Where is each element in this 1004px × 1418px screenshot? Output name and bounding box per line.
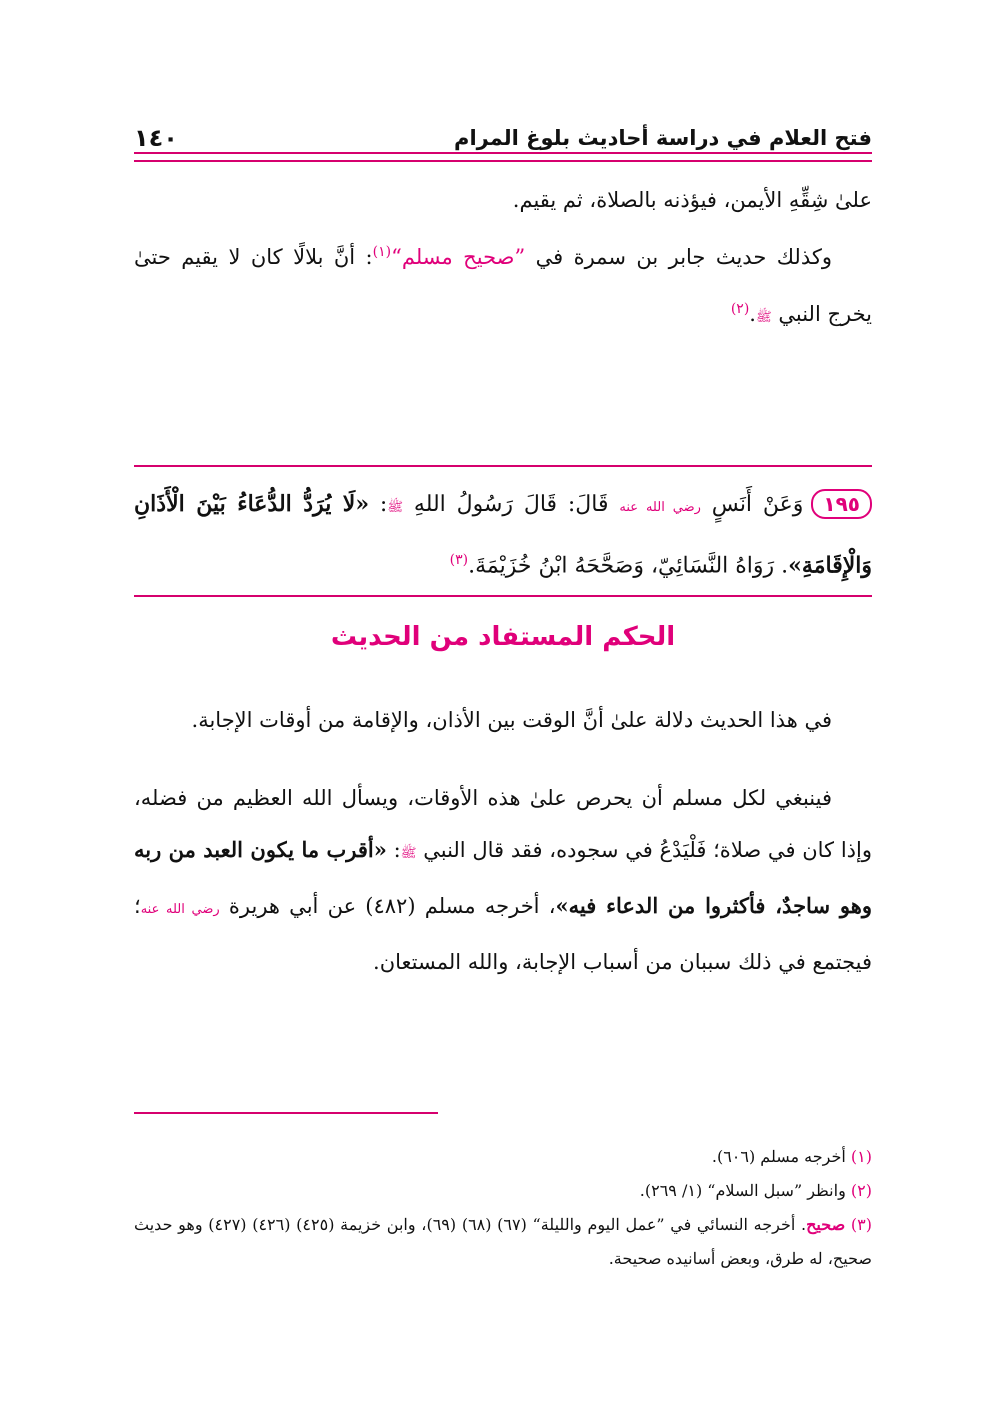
anhu-icon: رضي الله عنه: [140, 902, 220, 917]
hadith-text: «لَا يُرَدُّ الدُّعَاءُ بَيْنَ الْأَذَانِ وَالْإِقَامَةِ»: [134, 491, 872, 579]
footnotes: [134, 1140, 872, 1276]
book-page: [134, 0, 872, 1418]
salutation-icon: ﷺ: [387, 500, 404, 515]
running-title: فتح العلام في دراسة أحاديث بلوغ المرام: [454, 126, 872, 150]
hadith-number: ١٩٥: [811, 489, 872, 519]
body-paragraph-1: في هذا الحديث دلالة علىٰ أنَّ الوقت بين الأذان، والإقامة من أوقات الإجابة.: [191, 708, 832, 732]
footnote-rule: [134, 1112, 438, 1114]
intro-line: علىٰ شِقِّهِ الأيمن، فيؤذنه بالصلاة، ثم يقيم.: [512, 188, 872, 212]
anhu-icon: رضي الله عنه: [619, 500, 701, 515]
intro-paragraph: وكذلك حديث جابر بن سمرة في ”صحيح مسلم“$^{(١)}$: أنَّ بلالًا كان لا يقيم حتىٰ يخرج النبي ﷺ.$^{(٢)}$: [134, 244, 872, 326]
section-title: الحكم المستفاد من الحديث: [330, 622, 676, 652]
footnote-ref-1: (١): [372, 244, 392, 260]
body-paragraph-2: فينبغي لكل مسلم أن يحرص علىٰ هذه الأوقات، ويسأل الله العظيم من فضله، وإذا كان في صلاة؛ فَلْيَدْعُ في سجوده، فقد قال النبي ﷺ: «أقرب ما يكون العبد من ربه وهو ساجدٌ، فأكثروا من الدعاء فيه»، أخرجه مسلم (٤٨٢) عن أبي هريرة رضي الله عنه؛ فيجتمع في ذلك سببان من أسباب الإجابة، والله المستعان.: [134, 786, 872, 974]
hadith-top-rule: [134, 465, 872, 467]
quoted-hadith: «أقرب ما يكون العبد من ربه وهو ساجدٌ، فأكثروا من الدعاء فيه»: [134, 837, 872, 918]
page-number: ١٤٠: [134, 124, 178, 152]
salutation-icon: ﷺ: [400, 846, 417, 861]
hadith-bottom-rule: [134, 595, 872, 597]
page-header: [134, 116, 872, 156]
header-rule: [134, 152, 872, 162]
hadith-block: ١٩٥وَعَنْ أَنَسٍ رضي الله عنه قَالَ: قَالَ رَسُولُ اللهِ ﷺ: «لَا يُرَدُّ الدُّعَاءُ بَيْنَ الْأَذَانِ وَالْإِقَامَةِ». رَوَاهُ النَّسَائِيّ، وَصَحَّحَهُ ابْنُ خُزَيْمَةَ.$^{(٣)}$: [134, 491, 872, 579]
source-title: ”صحيح مسلم“: [391, 245, 526, 269]
grade-label: صحيح: [806, 1215, 846, 1234]
footnote-ref-3: (٣): [449, 552, 469, 568]
footnote-3: (٣) صحيح. أخرجه النسائي في ”عمل اليوم والليلة“ (٦٧) (٦٨) (٦٩)، وابن خزيمة (٤٢٥) (٤٢٦) (٤٢٧) وهو حديث صحيح، له طرق، وبعض أسانيده صحيحة.: [134, 1215, 872, 1268]
footnote-ref-2: (٢): [730, 301, 750, 317]
footnote-1: (١) أخرجه مسلم (٦٠٦).: [711, 1147, 872, 1166]
salutation-icon: ﷺ: [755, 310, 772, 325]
footnote-2: (٢) وانظر ”سبل السلام“ (١/ ٢٦٩).: [639, 1181, 872, 1200]
